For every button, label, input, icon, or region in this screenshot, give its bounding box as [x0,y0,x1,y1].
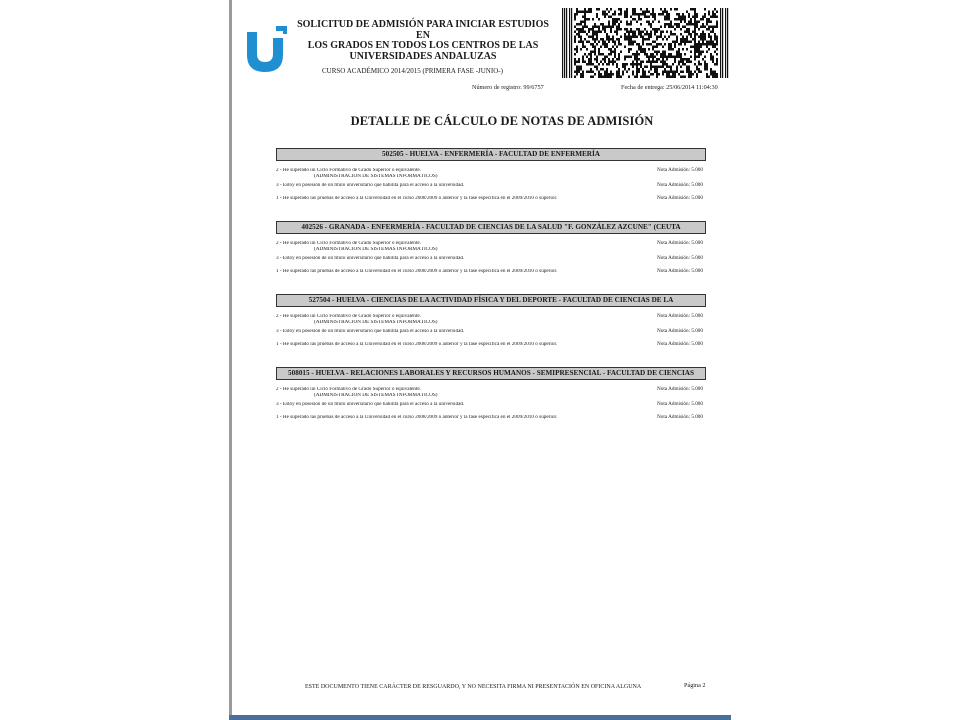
footer-disclaimer: ESTE DOCUMENTO TIENE CARÁCTER DE RESGUARDO, Y NO NECESITA FIRMA NI PRESENTACIÓN EN OFICINA ALGUNA [305,684,642,690]
criterion-text: 3 - Estoy en posesión de un título universitario que habilita para el acceso a la universidad. [276,256,465,262]
header-title-line: SOLICITUD DE ADMISIÓN PARA INICIAR ESTUDIOS EN [297,19,549,41]
admission-score: Nota Admisión: 5.000 [657,194,703,201]
university-logo-icon [243,22,293,74]
criterion-subtext: (ADMINISTRACIÓN DE SISTEMAS INFORMÁTICOS) [314,173,438,179]
admission-score: Nota Admisión: 5.000 [657,413,703,420]
program-section [276,367,706,420]
header-title-line: UNIVERSIDADES ANDALUZAS [349,50,497,62]
criterion-text: 2 - He superado un Ciclo Formativo de Grado Superior o equivalente. [276,168,421,173]
submission-date: Fecha de entrega: 25/06/2014 11:04:30 [621,84,718,91]
pdf417-barcode-icon [562,8,729,78]
criterion-text: 3 - Estoy en posesión de un título universitario que habilita para el acceso a la universidad. [276,402,465,408]
criterion-text: 1 - He superado las pruebas de acceso a la Universidad en el curso 2008/2009 o anterior y la fase específica en el 2009/2010 o superior. [276,341,558,347]
criterion-row [276,256,706,262]
academic-year: CURSO ACADÉMICO 2014/2015 (PRIMERA FASE -JUNIO-) [322,67,503,75]
criterion-text: 2 - He superado un Ciclo Formativo de Grado Superior o equivalente. [276,314,421,319]
program-heading: 508015 - HUELVA - RELACIONES LABORALES Y RECURSOS HUMANOS - SEMIPRESENCIAL - FACULTAD DE CIENCIAS [276,367,706,380]
admission-score: Nota Admisión: 5.000 [657,182,703,189]
criterion-text: 3 - Estoy en posesión de un título universitario que habilita para el acceso a la universidad. [276,183,465,189]
criterion-text: 1 - He superado las pruebas de acceso a la Universidad en el curso 2008/2009 o anterior y la fase específica en el 2009/2010 o superior. [276,414,558,420]
criterion-subtext: (ADMINISTRACIÓN DE SISTEMAS INFORMÁTICOS) [314,392,438,398]
program-heading: 502505 - HUELVA - ENFERMERÍA - FACULTAD DE ENFERMERÍA [276,148,706,161]
admission-score: Nota Admisión: 5.000 [657,267,703,274]
header-title-line: LOS GRADOS EN TODOS LOS CENTROS DE LAS [307,40,539,51]
criterion-row [276,342,706,348]
program-heading: 527504 - HUELVA - CIENCIAS DE LA ACTIVIDAD FÍSICA Y DEL DEPORTE - FACULTAD DE CIENCIAS DE LA [276,294,706,307]
program-section [276,148,706,201]
criterion-text: 2 - He superado un Ciclo Formativo de Grado Superior o equivalente. [276,387,421,392]
program-heading: 402526 - GRANADA - ENFERMERÍA - FACULTAD DE CIENCIAS DE LA SALUD "F. GONZÁLEZ AZCUNE" (CEUTA [276,221,706,234]
criterion-row [276,402,706,408]
document-header-title [292,20,554,62]
criterion-row [276,269,706,275]
document-title: DETALLE DE CÁLCULO DE NOTAS DE ADMISIÓN [350,114,654,128]
criterion-row [276,183,706,189]
criterion-row [276,329,706,335]
criterion-text: 2 - He superado un Ciclo Formativo de Grado Superior o equivalente. [276,241,421,246]
criterion-text: 3 - Estoy en posesión de un título universitario que habilita para el acceso a la universidad. [276,329,465,335]
admission-score: Nota Admisión: 5.000 [657,167,703,173]
admission-score: Nota Admisión: 5.000 [657,328,703,335]
program-section [276,294,706,347]
admission-score: Nota Admisión: 5.000 [657,255,703,262]
criterion-text: 1 - He superado las pruebas de acceso a la Universidad en el curso 2008/2009 o anterior y la fase específica en el 2009/2010 o superior. [276,268,558,274]
criterion-row [276,196,706,202]
page-left-border [229,0,232,720]
criterion-subtext: (ADMINISTRACIÓN DE SISTEMAS INFORMÁTICOS) [314,319,438,325]
criterion-row [276,415,706,421]
admission-score: Nota Admisión: 5.000 [657,340,703,347]
admission-score: Nota Admisión: 5.000 [657,313,703,319]
admission-score: Nota Admisión: 5.000 [657,386,703,392]
registration-number: Número de registro: 99/6757 [472,84,544,91]
page-number: Página 2 [684,682,706,689]
admission-score: Nota Admisión: 5.000 [657,401,703,408]
criterion-subtext: (ADMINISTRACIÓN DE SISTEMAS INFORMÁTICOS) [314,246,438,252]
criterion-row [276,314,706,325]
program-section [276,221,706,274]
admission-score: Nota Admisión: 5.000 [657,240,703,246]
page-bottom-border [229,715,731,720]
criterion-text: 1 - He superado las pruebas de acceso a la Universidad en el curso 2008/2009 o anterior y la fase específica en el 2009/2010 o superior. [276,195,558,201]
criterion-row [276,387,706,398]
criterion-row [276,241,706,252]
criterion-row [276,168,706,179]
